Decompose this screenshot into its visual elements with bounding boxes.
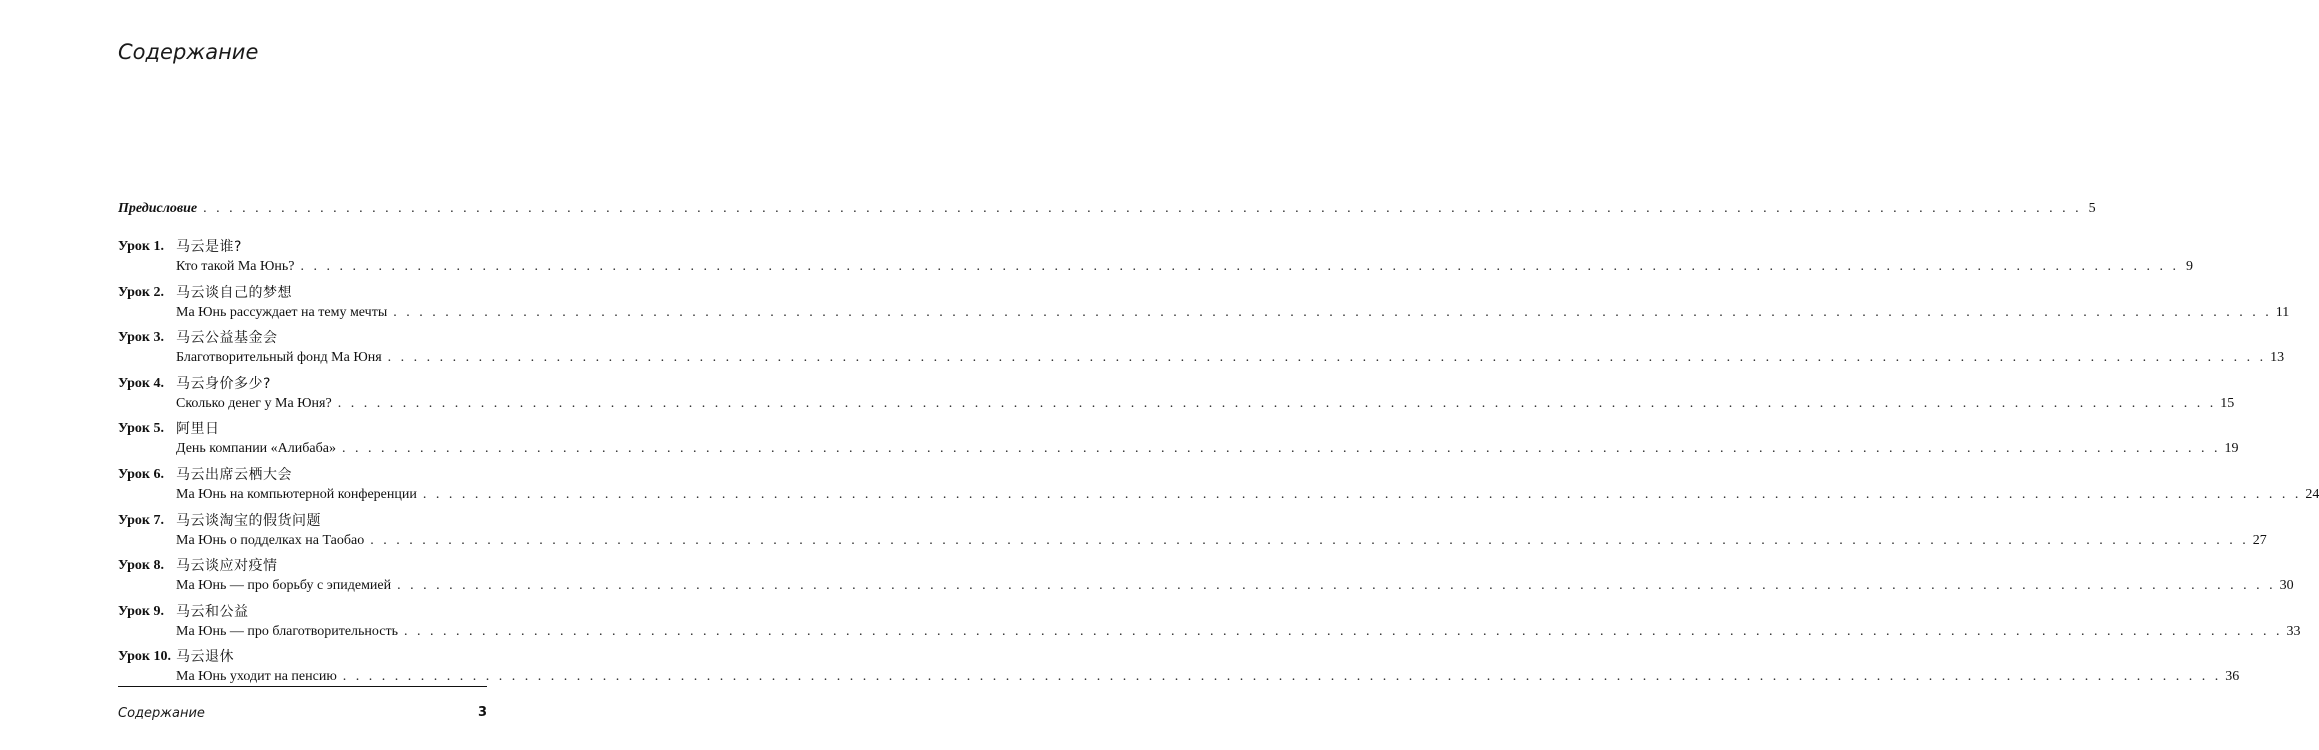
lesson-title-ru: Ма Юнь уходит на пенсию: [176, 669, 337, 685]
lesson-number: Урок 2.: [118, 284, 164, 300]
lesson-entry: [118, 556, 2294, 602]
lesson-title-ru: День компании «Алибаба»: [176, 441, 336, 457]
page-title: Содержание: [118, 40, 259, 64]
preface-entry: [118, 201, 2096, 217]
lesson-title-ru: Ма Юнь — про борьбу с эпидемией: [176, 578, 392, 594]
dot-leader: [397, 576, 2276, 596]
lesson-title-zh: 马云谈应对疫情: [176, 558, 278, 575]
footer-section-title: Содержание: [118, 706, 205, 721]
lesson-title-line: [176, 576, 2294, 596]
dot-leader: [338, 394, 2217, 414]
lesson-title-ru: Ма Юнь — про благотворительность: [176, 623, 398, 639]
lesson-entry: [118, 237, 2193, 283]
lesson-title-zh: 马云谈自己的梦想: [176, 284, 292, 301]
lesson-title-ru: Кто такой Ма Юнь?: [176, 259, 295, 274]
lesson-title-zh: 马云身价多少?: [176, 375, 271, 392]
lesson-entry: [118, 328, 2285, 374]
lesson-title-line: [176, 257, 2193, 277]
lesson-title-zh: 阿里日: [176, 421, 220, 438]
lesson-page-number: 36: [2225, 669, 2240, 685]
lesson-body: [176, 465, 2319, 511]
lesson-title-line: [176, 303, 2289, 323]
dot-leader: [300, 257, 2179, 277]
lesson-title-line: [176, 531, 2267, 551]
lesson-number: Урок 9.: [118, 603, 164, 619]
lesson-body: [176, 328, 2284, 374]
lesson-entry: [118, 602, 2301, 648]
lessons-list: [118, 237, 2319, 693]
lesson-title-ru: Ма Юнь о подделках на Таобао: [176, 532, 365, 548]
lesson-body: [176, 374, 2234, 420]
lesson-entry: [118, 419, 2239, 465]
footer-page-number: 3: [477, 705, 487, 720]
lesson-number: Урок 3.: [118, 330, 164, 346]
lesson-number: Урок 7.: [118, 512, 164, 528]
lesson-title-zh: 马云谈淘宝的假货问题: [176, 512, 321, 529]
lesson-title-ru: Ма Юнь на компьютерной конференции: [176, 486, 417, 502]
lesson-number: Урок 8.: [118, 558, 164, 574]
lesson-title-zh: 马云和公益: [176, 603, 249, 620]
lesson-title-line: [176, 667, 2239, 687]
lesson-body: [176, 602, 2301, 648]
dot-leader: [343, 667, 2222, 687]
lesson-number: Урок 6.: [118, 466, 164, 482]
lesson-entry: [118, 465, 2319, 511]
lesson-body: [176, 237, 2193, 283]
lesson-page-number: 33: [2286, 623, 2301, 639]
lesson-number: Урок 5.: [118, 421, 164, 437]
footer-divider: [118, 686, 487, 687]
dot-leader: [393, 303, 2272, 323]
dot-leader: [342, 439, 2221, 459]
lesson-number: Урок 10.: [118, 649, 171, 665]
lesson-title-line: [176, 439, 2238, 459]
lesson-page-number: 24: [2305, 486, 2319, 502]
dot-leader: [388, 348, 2267, 368]
lesson-number: Урок 4.: [118, 375, 164, 391]
lesson-entry: [118, 374, 2235, 420]
lesson-entry: [118, 511, 2267, 557]
lesson-page-number: 15: [2220, 395, 2235, 411]
preface-label: Предисловие: [118, 201, 198, 216]
lesson-body: [176, 511, 2267, 557]
lesson-title-line: [176, 348, 2284, 368]
dot-leader: [203, 201, 2082, 217]
lesson-number: Урок 1.: [118, 239, 164, 254]
lesson-title-zh: 马云出席云栖大会: [176, 466, 292, 483]
lesson-title-ru: Ма Юнь рассуждает на тему мечты: [176, 304, 388, 320]
lesson-entry: [118, 283, 2290, 329]
lesson-title-zh: 马云退休: [176, 649, 234, 666]
lesson-title-zh: 马云是谁?: [176, 239, 242, 255]
lesson-body: [176, 419, 2238, 465]
dot-leader: [423, 485, 2302, 505]
dot-leader: [404, 622, 2283, 642]
lesson-title-line: [176, 622, 2301, 642]
lesson-title-ru: Сколько денег у Ма Юня?: [176, 395, 332, 411]
lesson-page-number: 27: [2252, 532, 2267, 548]
lesson-page-number: 13: [2270, 350, 2285, 366]
dot-leader: [370, 531, 2249, 551]
lesson-title-line: [176, 485, 2319, 505]
lesson-body: [176, 556, 2294, 602]
lesson-title-zh: 马云公益基金会: [176, 330, 278, 347]
lesson-page-number: 11: [2275, 304, 2290, 320]
lesson-page-number: 19: [2224, 441, 2239, 457]
preface-page-number: 5: [2088, 201, 2096, 216]
lesson-body: [176, 283, 2289, 329]
lesson-page-number: 9: [2185, 259, 2193, 274]
lesson-title-line: [176, 394, 2234, 414]
lesson-title-ru: Благотворительный фонд Ма Юня: [176, 350, 382, 366]
lesson-page-number: 30: [2279, 578, 2294, 594]
